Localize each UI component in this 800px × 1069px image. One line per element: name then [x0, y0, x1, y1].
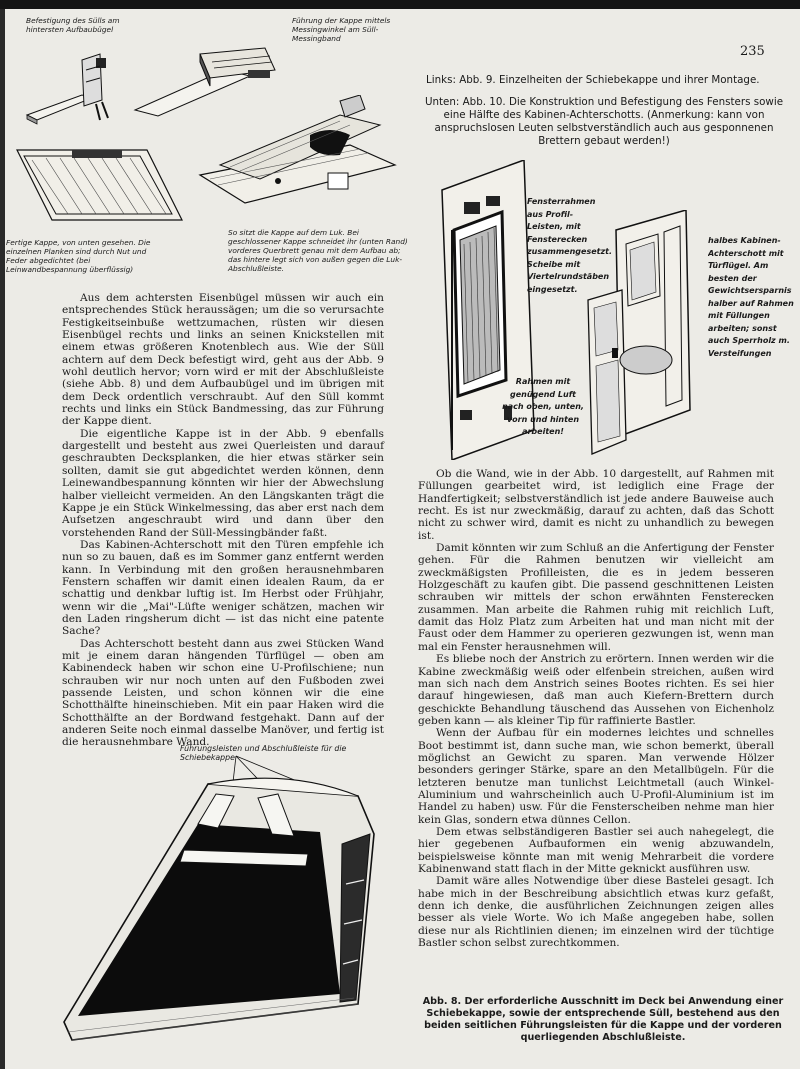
fig10-door-drawing [586, 210, 711, 455]
right-paragraph: Es bliebe noch der Anstrich zu erörtern. Innen werden wir die Kabine zweckmäßig weiß oder elfenbein streichen, außen wird man sich nach dem Anstrich seines Bootes richten. Es sei hier darauf hingewiesen, daß man auch Kiefern-Brettern durch geschickte Behandlung täuschend das Aussehen von Eichenholz geben kann — als kleiner Tip für raffinierte Bastler. [418, 653, 774, 727]
fig9-label-c: Fertige Kappe, von unten gesehen. Die einzelnen Planken sind durch Nut und Feder abgedichtet (bei Leinwandbespannung überflüssig) [6, 238, 151, 274]
left-paragraph: Die eigentliche Kappe ist in der Abb. 9 ebenfalls dargestellt und besteht aus zwei Querleisten und darauf geschraubten Decksplanken, die hier etwas stärker sein sollten, damit sie gut abgedichtet werden können, denn Leinewandbespannung könnten wir hier der Abwechslung halber vielleicht vermeiden. An den Längskanten trägt die Kappe je ein Stück Winkelmessing, das aber erst nach dem Aufsetzen angeschraubt wird und dann über den vorstehenden Rand der Süll-Messingbänder faßt. [62, 427, 384, 539]
fig9-label-a: Befestigung des Sülls am hintersten Aufbaubügel [26, 16, 120, 34]
right-column-text [418, 468, 774, 949]
fig9-drawing-3 [12, 140, 187, 230]
right-paragraph: Damit wäre alles Notwendige über diese Bastelei gesagt. Ich habe mich in der Beschreibung absichtlich etwas kurz gefaßt, denn ich denke, die ausführlichen Zeichnungen zeigen alles besser als viele Worte. Wo ich Maße angegeben habe, sollen diese nur als Richtlinien dienen; im einzelnen wird der tüchtige Bastler schon selbst zurechtkommen. [418, 875, 774, 950]
right-paragraph: Wenn der Aufbau für ein modernes leichtes und schnelles Boot bestimmt ist, dann suche man, wie schon bemerkt, überall möglichst an Gewicht zu sparen. Man verwende Hölzer besonders geringer Stärke, spare an den Metallbügeln. Für die letzteren benutze man tunlichst Leichtmetall (auch Winkel-Aluminium und wahrscheinlich auch U-Profil-Aluminium ist im Handel zu haben) usw. Für die Fensterscheiben nehme man hier kein Glas, sondern etwa dünnes Cellon. [418, 727, 774, 826]
left-paragraph: Aus dem achtersten Eisenbügel müssen wir auch ein entsprechendes Stück heraussägen; um die so verursachte Festigkeitseinbuße wettzumachen, rüsten wir diesen Eisenbügel rechts und links an seinen Knickstellen mit einem etwas größeren Knotenblech aus. Wie der Süll achtern auf dem Deck befestigt wird, geht aus der Abb. 9 wohl deutlich hervor; vorn wird er mit der Abschlußleiste (siehe Abb. 8) und dem Aufbaubügel und im übrigen mit dem Deck ordentlich verschraubt. Auf den Süll kommt rechts und links ein Stück Bandmessing, das zur Führung der Kappe dient. [62, 292, 384, 428]
fig10-label-a: Fensterrahmen aus Profil-Leisten, mit Fensterecken zusammengesetzt. Scheibe mit Viertelrundstäben eingesetzt. [527, 197, 612, 294]
fig10-label-c: halbes Kabinen-Achterschott mit Türflügel. Am besten der Gewichtsersparnis halber auf Rahmen mit Füllungen arbeiten; sonst auch Sperrholz m. Versteifungen [708, 236, 794, 358]
caption-fig8: Abb. 8. Der erforderliche Ausschnitt im Deck bei Anwendung einer Schiebekappe, sowie der entsprechende Süll, bestehend aus den beiden seitlichen Führungsleisten für die Kappe und der vorderen querliegenden Abschlußleiste. [422, 996, 784, 1043]
right-paragraph: Damit könnten wir zum Schluß an die Anfertigung der Fenster gehen. Für die Rahmen benutzen wir vielleicht am zweckmäßigsten Profilleisten, die es in jedem besseren Holzgeschäft zu kaufen gibt. Die passend geschnittenen Leisten schrauben wir mittels der schon erwähnten Fensterecken zusammen. Man arbeite die Rahmen ruhig mit reichlich Luft, damit das Holz Platz zum Arbeiten hat und man nicht mit der Faust oder dem Hammer zu operieren gezwungen ist, wenn man mal ein Fenster herausnehmen will. [418, 542, 774, 653]
page-number: 235 [740, 44, 765, 59]
fig9-label-d: So sitzt die Kappe auf dem Luk. Bei geschlossener Kappe schneidet ihr (unten Rand) vorderes Querbrett genau mit dem Aufbau ab; das hintere legt sich von außen gegen die Luk-Abschlußleiste. [228, 228, 408, 273]
left-paragraph: Das Achterschott besteht dann aus zwei Stücken Wand mit je einem daran hängenden Türflügel — oben am Kabinendeck haben wir schon eine U-Profilschiene; nun schrauben wir nur noch unten auf den Fußboden zwei passende Leisten, und schon können wir die eine Schotthälfte hineinschieben. Mit ein paar Haken wird die Schotthälfte an der Bordwand festgehakt. Dann auf der anderen Seite noch einmal dasselbe Manöver, und fertig ist die herausnehmbare Wand. [62, 637, 384, 749]
fig10-label-b: Rahmen mit genügend Luft nach oben, unten, vorn und hinten arbeiten! [502, 377, 584, 436]
left-column-text [62, 292, 384, 749]
right-paragraph: Dem etwas selbständigeren Bastler sei auch nahegelegt, die hier gegebenen Aufbauformen ein wenig abzuwandeln, beispielsweise könnte man mit wenig Mehrarbeit die vordere Kabinenwand statt flach in der Mitte geknickt ausführen usw. [418, 825, 774, 875]
scan-edge-top [0, 0, 800, 9]
left-paragraph: Das Kabinen-Achterschott mit den Türen empfehle ich nun so zu bauen, daß es im Sommer ganz entfernt werden kann. In Verbindung mit den großen herausnehmbaren Fenstern schaffen wir damit einen idealen Raum, da er schattig und denkbar luftig ist. Im Herbst oder Frühjahr, wenn wir die „Mai"-Lüfte weniger schätzen, machen wir den Laden ringsherum dicht — ist das nicht eine patente Sache? [62, 538, 384, 638]
right-paragraph: Ob die Wand, wie in der Abb. 10 dargestellt, auf Rahmen mit Füllungen gearbeitet wird, ist lediglich eine Frage der Handfertigkeit; selbstverständlich ist jede andere Bauweise auch recht. Es ist nur zweckmäßig, darauf zu achten, daß das Schott nicht zu schwer wird, damit es nicht zu unhandlich zu bewegen ist. [418, 468, 774, 542]
scan-edge-left [0, 9, 5, 1069]
fig8-label: Führungsleisten und Abschlußleiste für die Schiebekappe [180, 744, 347, 762]
fig9-label-b: Führung der Kappe mittels Messingwinkel am Süll-Messingband [292, 16, 391, 43]
caption-fig9: Links: Abb. 9. Einzelheiten der Schiebekappe und ihrer Montage. [426, 74, 760, 86]
fig9-drawing-1 [22, 40, 132, 130]
fig9-drawing-4 [190, 95, 405, 215]
caption-fig10: Unten: Abb. 10. Die Konstruktion und Befestigung des Fensters sowie eine Hälfte des Kabinen-Achterschotts. (Anmerkung: kann von anspruchslosen Leuten selbstverständlich auch aus gesponnenen Brettern gebaut werden!) [424, 96, 784, 147]
fig8-deck-drawing [58, 754, 380, 1044]
